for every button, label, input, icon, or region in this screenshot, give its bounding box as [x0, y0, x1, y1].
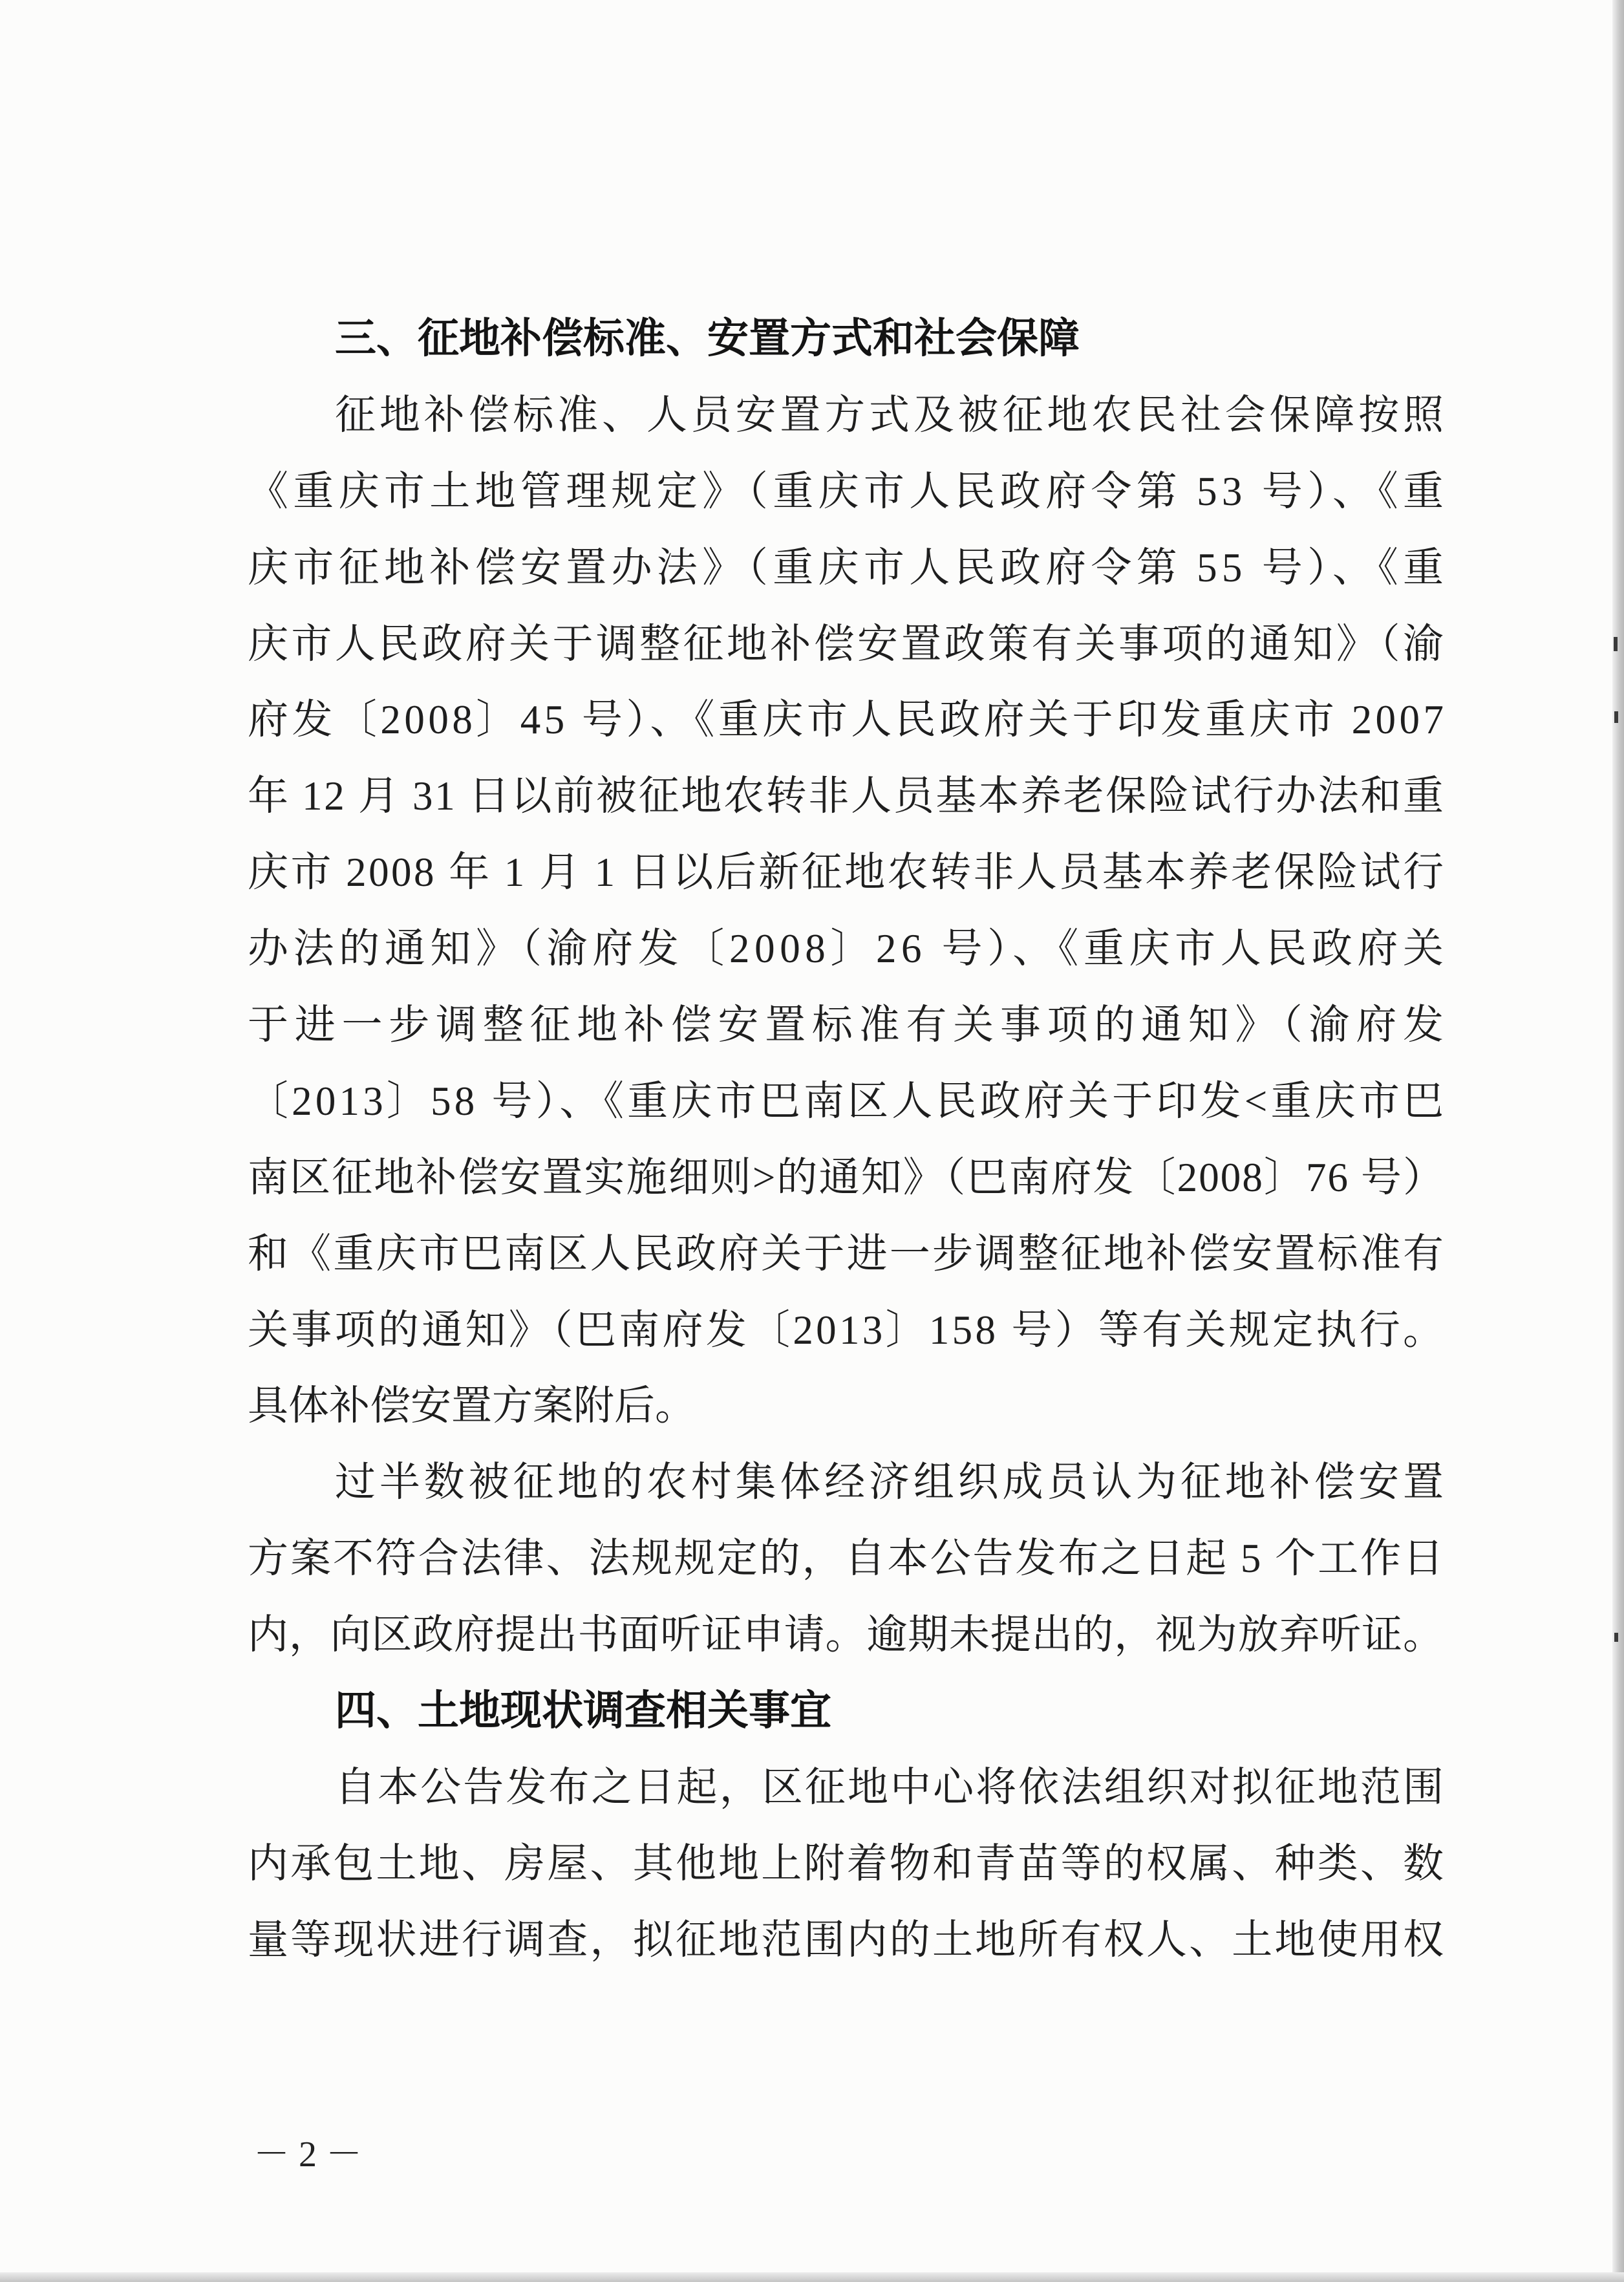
scan-mark [1614, 637, 1618, 651]
paragraph-line: 量等现状进行调查，拟征地范围内的土地所有权人、土地使用权 [248, 1917, 1446, 1963]
paragraph-line: 庆市人民政府关于调整征地补偿安置政策有关事项的通知》（渝 [248, 621, 1447, 667]
paragraph-line: 庆市 2008 年 1 月 1 日以后新征地农转非人员基本养老保险试行 [248, 850, 1446, 896]
paragraph-line: 府发〔2008〕45 号）、《重庆市人民政府关于印发重庆市 2007 [248, 697, 1448, 743]
paragraph-line: 庆市征地补偿安置办法》（重庆市人民政府令第 55 号）、《重 [248, 544, 1449, 590]
paragraph-line: 办法的通知》（渝府发〔2008〕26 号）、《重庆市人民政府关 [248, 926, 1449, 972]
paragraph-line: 过半数被征地的农村集体经济组织成员认为征地补偿安置 [335, 1459, 1448, 1505]
scan-edge-bottom [0, 2272, 1624, 2282]
section-4-paragraph-1 [248, 1750, 1444, 1979]
paragraph-line: 内，向区政府提出书面听证申请。逾期未提出的，视为放弃听证。 [248, 1612, 1444, 1658]
section-3-paragraph-2 [248, 1445, 1448, 1674]
paragraph-line: 于进一步调整征地补偿安置标准有关事项的通知》（渝府发 [248, 1002, 1450, 1048]
paragraph-line: 方案不符合法律、法规规定的，自本公告发布之日起 5 个工作日 [248, 1536, 1446, 1582]
scan-mark [1614, 711, 1618, 723]
paragraph-line: 南区征地补偿安置实施细则>的通知》（巴南府发〔2008〕76 号） [248, 1154, 1446, 1200]
paragraph-line: 自本公告发布之日起，区征地中心将依法组织对拟征地范围 [335, 1764, 1446, 1810]
section-3-paragraph-1 [248, 378, 1450, 1445]
paragraph-line: 内承包土地、房屋、其他地上附着物和青苗等的权属、种类、数 [248, 1840, 1446, 1886]
scan-mark [1614, 1633, 1618, 1642]
section-3-heading: 三、征地补偿标准、安置方式和社会保障 [335, 315, 1080, 363]
paragraph-line: 具体补偿安置方案附后。 [248, 1383, 696, 1429]
paragraph-line: 征地补偿标准、人员安置方式及被征地农民社会保障按照 [335, 392, 1448, 438]
paragraph-line: 和《重庆市巴南区人民政府关于进一步调整征地补偿安置标准有 [248, 1231, 1446, 1276]
scan-edge-right [1612, 0, 1624, 2282]
section-4-heading: 四、土地现状调查相关事宜 [335, 1687, 831, 1736]
document-body [248, 301, 1450, 1979]
paragraph-line: 《重庆市土地管理规定》（重庆市人民政府令第 53 号）、《重 [248, 468, 1449, 514]
paragraph-line: 关事项的通知》（巴南府发〔2013〕158 号）等有关规定执行。 [248, 1307, 1447, 1353]
page-number: － 2 － [253, 2135, 362, 2175]
paragraph-line: 年 12 月 31 日以前被征地农转非人员基本养老保险试行办法和重 [248, 773, 1446, 819]
paragraph-line: 〔2013〕58 号）、《重庆市巴南区人民政府关于印发<重庆市巴 [248, 1078, 1448, 1124]
